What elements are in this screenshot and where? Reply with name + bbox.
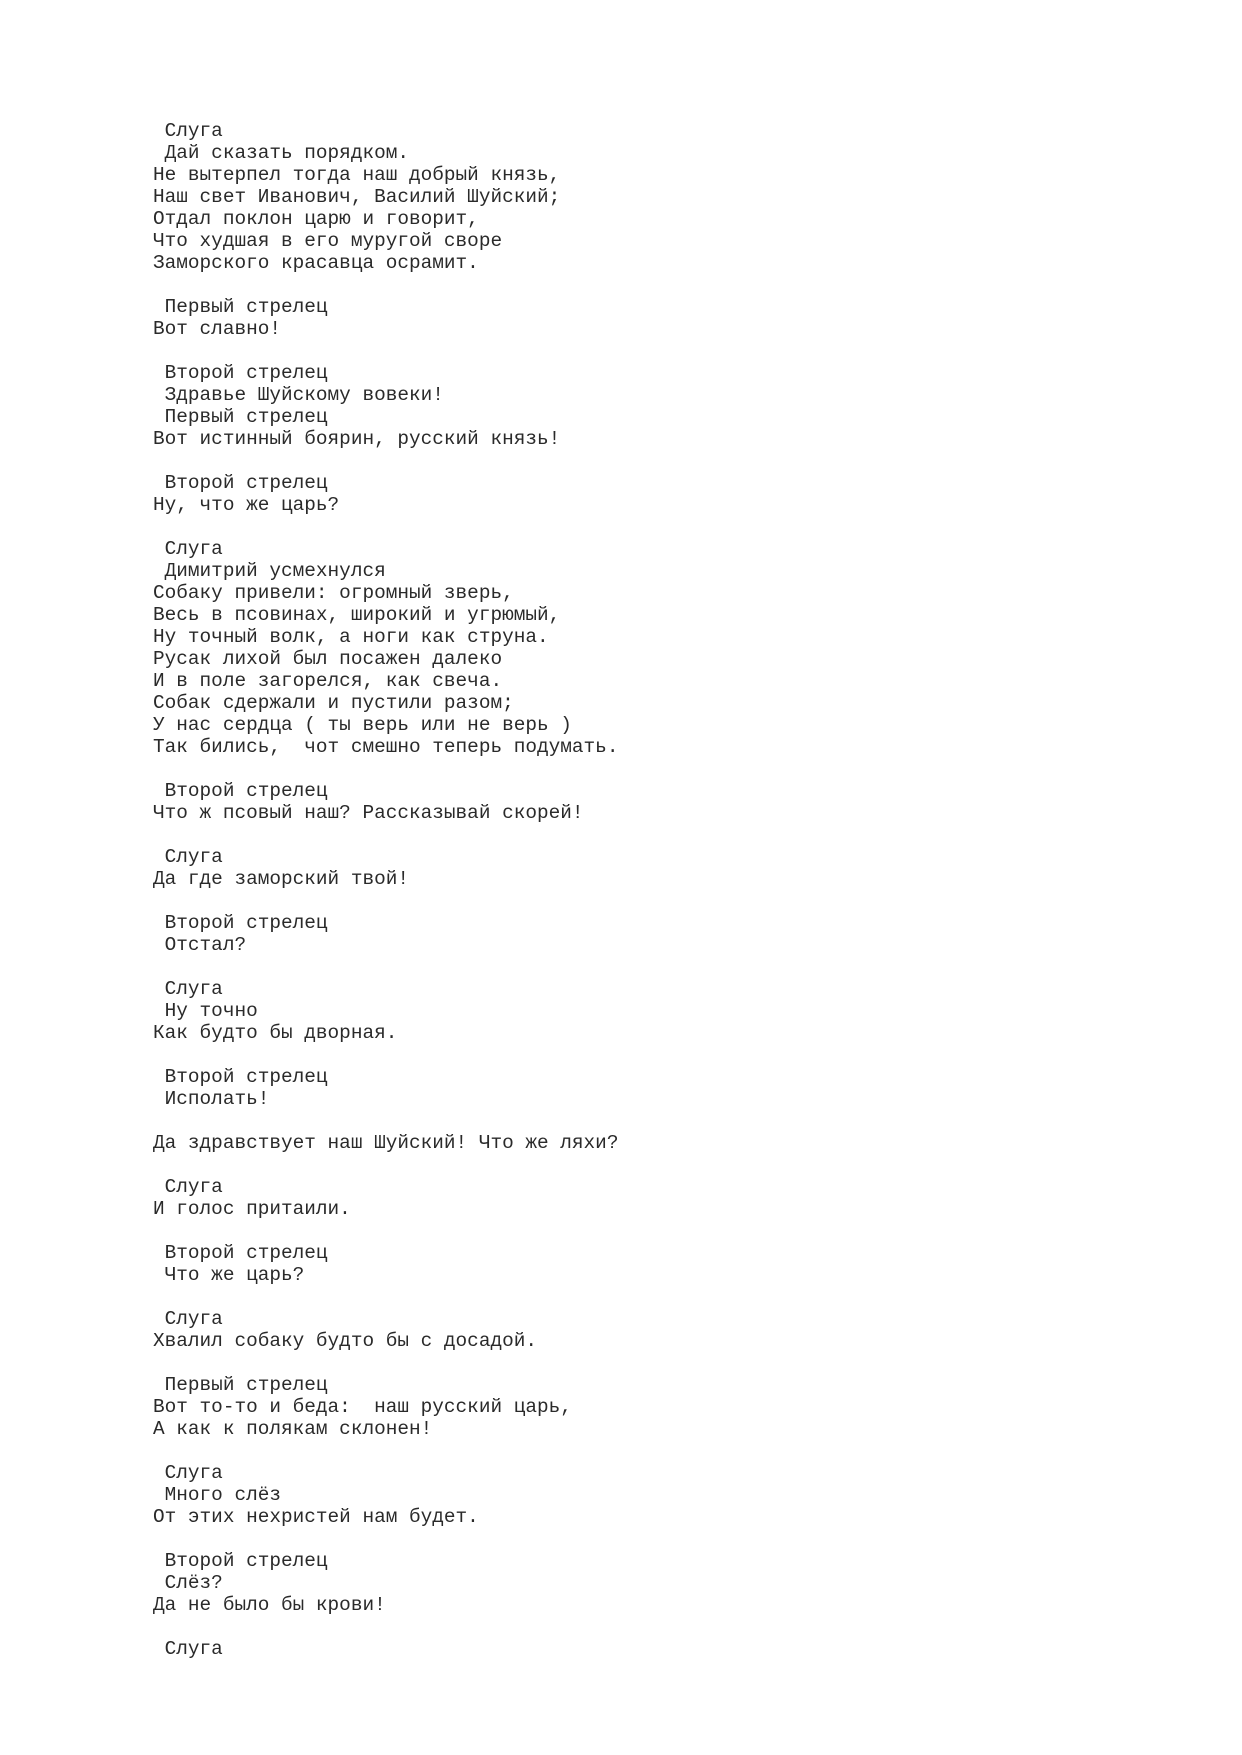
text-line: Что худшая в его муругой своре [153,230,503,252]
speaker-name: Слуга [153,1462,223,1484]
text-line: Ну точный волк, а ноги как струна. [153,626,549,648]
text-line: Как будто бы дворная. [153,1022,398,1044]
speaker-name: Первый стрелец [153,406,328,428]
text-line: У нас сердца ( ты верь или не верь ) [153,714,572,736]
text-line: Заморского красавца осрамит. [153,252,479,274]
text-line: Ну точно [153,1000,258,1022]
speaker-name: Второй стрелец [153,1066,328,1088]
text-line: Не вытерпел тогда наш добрый князь, [153,164,561,186]
text-line: Что же царь? [153,1264,305,1286]
blank-line [153,1286,618,1308]
speaker-name: Второй стрелец [153,1550,328,1572]
text-line: Здравье Шуйскому вовеки! [153,384,444,406]
blank-line [153,1110,618,1132]
text-line: Так бились, чот смешно теперь подумать. [153,736,619,758]
text-line: Вот истинный боярин, русский князь! [153,428,561,450]
text-line: Димитрий усмехнулся [153,560,386,582]
text-line: Дай сказать порядком. [153,142,409,164]
play-text [153,120,618,1660]
text-line: Русак лихой был посажен далеко [153,648,503,670]
text-line: Слёз? [153,1572,223,1594]
blank-line [153,1220,618,1242]
speaker-name: Второй стрелец [153,912,328,934]
text-line: Ну, что же царь? [153,494,340,516]
text-line: И голос притаили. [153,1198,351,1220]
blank-line [153,516,618,538]
text-line: Вот славно! [153,318,281,340]
speaker-name: Слуга [153,1308,223,1330]
text-line: И в поле загорелся, как свеча. [153,670,503,692]
speaker-name: Второй стрелец [153,362,328,384]
blank-line [153,1154,618,1176]
blank-line [153,1440,618,1462]
speaker-name: Слуга [153,538,223,560]
text-line: Весь в псовинах, широкий и угрюмый, [153,604,561,626]
blank-line [153,758,618,780]
speaker-name: Слуга [153,1638,223,1660]
blank-line [153,1528,618,1550]
blank-line [153,1352,618,1374]
text-line: Собаку привели: огромный зверь, [153,582,514,604]
text-line: А как к полякам склонен! [153,1418,433,1440]
blank-line [153,956,618,978]
speaker-name: Первый стрелец [153,296,328,318]
text-line: Отстал? [153,934,247,956]
text-line: Наш свет Иванович, Василий Шуйский; [153,186,561,208]
blank-line [153,1616,618,1638]
speaker-name: Слуга [153,1176,223,1198]
text-line: Да здравствует наш Шуйский! Что же ляхи? [153,1132,619,1154]
blank-line [153,824,618,846]
speaker-name: Второй стрелец [153,780,328,802]
text-line: Исполать! [153,1088,270,1110]
text-line: Много слёз [153,1484,281,1506]
speaker-name: Слуга [153,978,223,1000]
blank-line [153,890,618,912]
blank-line [153,450,618,472]
text-line: Вот то-то и беда: наш русский царь, [153,1396,572,1418]
blank-line [153,340,618,362]
text-line: От этих нехристей нам будет. [153,1506,479,1528]
text-line: Да не было бы крови! [153,1594,386,1616]
text-line: Отдал поклон царю и говорит, [153,208,479,230]
text-line: Да где заморский твой! [153,868,409,890]
text-line: Собак сдержали и пустили разом; [153,692,514,714]
blank-line [153,1044,618,1066]
speaker-name: Первый стрелец [153,1374,328,1396]
text-line: Хвалил собаку будто бы с досадой. [153,1330,537,1352]
speaker-name: Слуга [153,120,223,142]
speaker-name: Второй стрелец [153,472,328,494]
text-line: Что ж псовый наш? Рассказывай скорей! [153,802,584,824]
blank-line [153,274,618,296]
speaker-name: Слуга [153,846,223,868]
speaker-name: Второй стрелец [153,1242,328,1264]
